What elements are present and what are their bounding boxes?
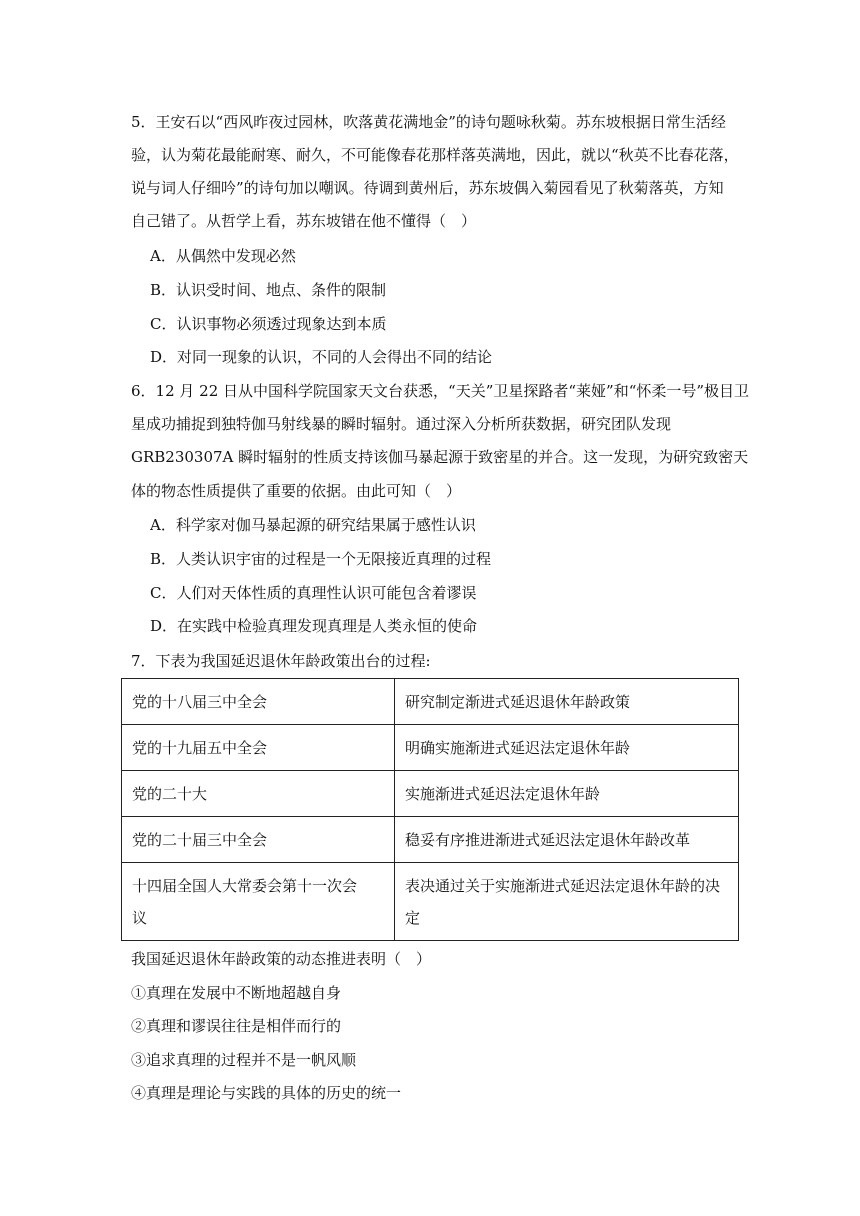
question-6-stem-line: GRB230307A 瞬时辐射的性质支持该伽马暴起源于致密星的并合。这一发现，为研究致密天 (131, 448, 749, 466)
question-7-item-1[interactable]: ①真理在发展中不断地超越自身 (131, 984, 342, 1002)
question-6-stem-line: 体的物态性质提供了重要的依据。由此可知（ ） (131, 482, 462, 500)
question-6-option-b[interactable]: B．人类认识宇宙的过程是一个无限接近真理的过程 (150, 550, 492, 568)
table-cell-content: 研究制定渐进式延迟退休年龄政策 (395, 679, 739, 725)
question-5-stem-line: 5．王安石以“西风昨夜过园林，吹落黄花满地金”的诗句题咏秋菊。苏东坡根据日常生活经 (131, 113, 726, 131)
table-cell-event: 党的二十届三中全会 (122, 817, 395, 863)
table-cell-content (395, 863, 739, 941)
table-row (122, 771, 739, 817)
question-6-stem-line: 6．12 月 22 日从中国科学院国家天文台获悉，“天关”卫星探路者“莱娅”和“怀柔一号”极目卫 (131, 382, 750, 400)
table-cell-content: 明确实施渐进式延迟法定退休年龄 (395, 725, 739, 771)
question-7-question: 我国延迟退休年龄政策的动态推进表明（ ） (131, 950, 432, 968)
question-5-option-c[interactable]: C．认识事物必须透过现象达到本质 (150, 315, 387, 333)
policy-timeline-table (121, 678, 739, 941)
table-row (122, 725, 739, 771)
question-6-option-c[interactable]: C．人们对天体性质的真理性认识可能包含着谬误 (150, 584, 477, 602)
table-cell-event (122, 863, 395, 941)
table-cell-content: 实施渐进式延迟法定退休年龄 (395, 771, 739, 817)
question-6-stem-line: 星成功捕捉到独特伽马射线暴的瞬时辐射。通过深入分析所获数据，研究团队发现 (131, 415, 672, 433)
table-cell-content: 稳妥有序推进渐进式延迟法定退休年龄改革 (395, 817, 739, 863)
question-7-item-3[interactable]: ③追求真理的过程并不是一帆风顺 (131, 1051, 357, 1069)
question-6-option-a[interactable]: A．科学家对伽马暴起源的研究结果属于感性认识 (150, 516, 476, 534)
question-5-stem-line: 说与词人仔细吟”的诗句加以嘲讽。待调到黄州后，苏东坡偶入菊园看见了秋菊落英，方知 (131, 179, 724, 197)
question-5-option-d[interactable]: D．对同一现象的认识，不同的人会得出不同的结论 (150, 348, 493, 366)
table-cell-content-line: 表决通过关于实施渐进式延迟法定退休年龄的决 (405, 876, 721, 895)
question-7-item-2[interactable]: ②真理和谬误往往是相伴而行的 (131, 1017, 342, 1035)
question-5-stem-line: 自己错了。从哲学上看，苏东坡错在他不懂得（ ） (131, 212, 477, 230)
table-cell-event: 党的十八届三中全会 (122, 679, 395, 725)
question-7-item-4[interactable]: ④真理是理论与实践的具体的历史的统一 (131, 1084, 402, 1102)
table-row (122, 679, 739, 725)
table-cell-event: 党的二十大 (122, 771, 395, 817)
table-cell-event-line: 十四届全国人大常委会第十一次会 (132, 876, 358, 895)
table-cell-content-line: 定 (405, 908, 421, 927)
table-row (122, 817, 739, 863)
question-6-option-d[interactable]: D．在实践中检验真理发现真理是人类永恒的使命 (150, 617, 478, 635)
table-cell-event-line: 议 (132, 908, 148, 927)
question-5-option-a[interactable]: A．从偶然中发现必然 (150, 247, 296, 265)
question-5-stem-line: 验，认为菊花最能耐寒、耐久，不可能像春花那样落英满地，因此，就以“秋英不比春花落， (131, 146, 739, 164)
question-7-intro: 7．下表为我国延迟退休年龄政策出台的过程: (131, 652, 431, 670)
question-5-option-b[interactable]: B．认识受时间、地点、条件的限制 (150, 281, 387, 299)
table-row (122, 863, 739, 941)
table-cell-event: 党的十九届五中全会 (122, 725, 395, 771)
